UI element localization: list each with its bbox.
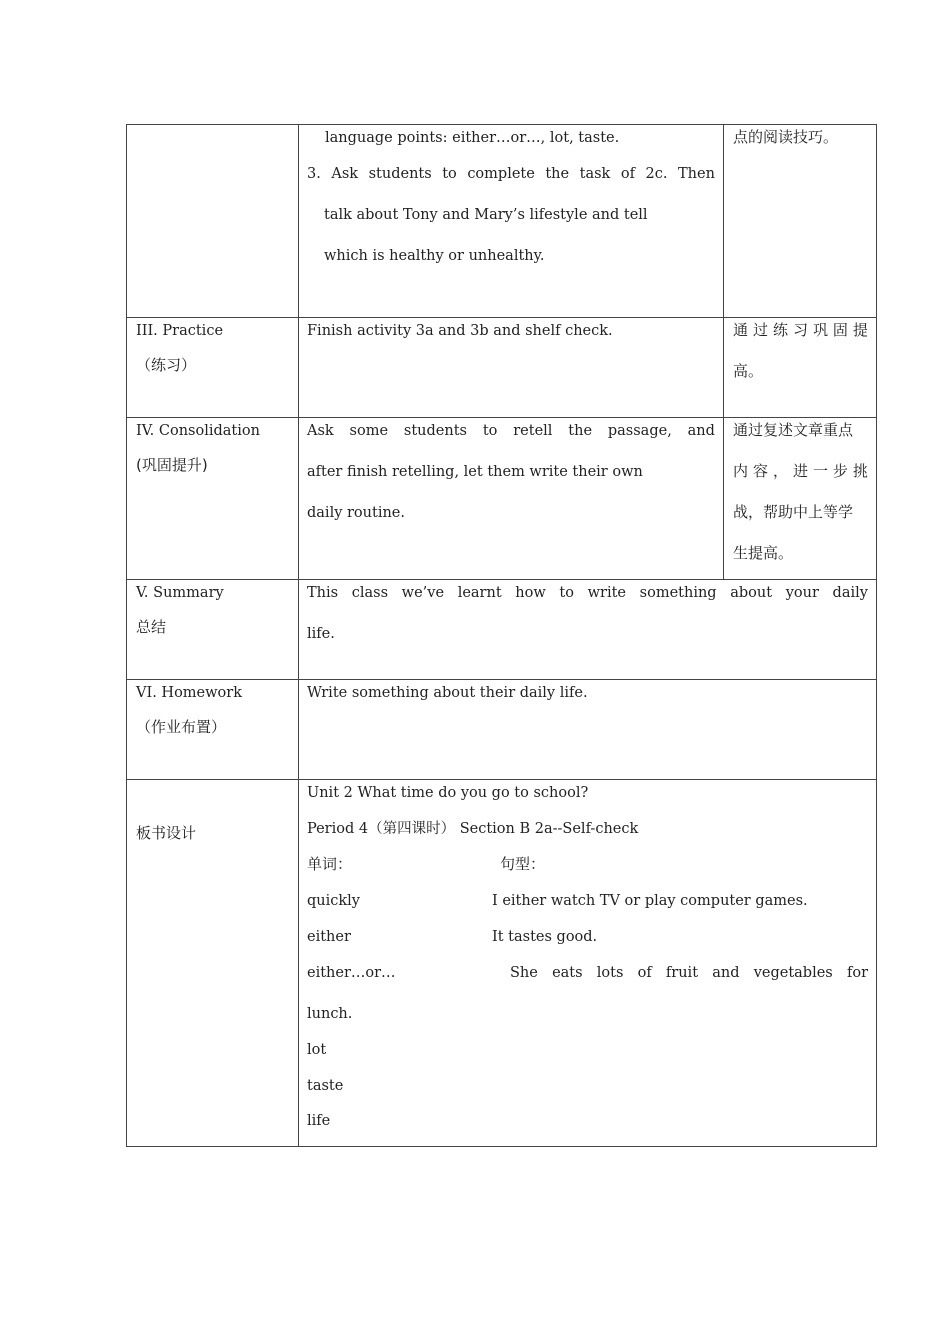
row-divider: [127, 579, 876, 580]
row3-content-line3: daily routine.: [307, 505, 405, 521]
row3-content-line1: Ask some students to retell the passage, and: [307, 423, 715, 439]
row2-stage-en: III. Practice: [136, 323, 224, 339]
row3-stage-en: IV. Consolidation: [136, 423, 260, 439]
row3-note-line2: 内 容 ， 进 一 步 挑: [733, 462, 868, 480]
row3-note-line4: 生提高。: [733, 544, 794, 562]
row-divider: [127, 317, 876, 318]
row4-stage-en: V. Summary: [136, 585, 224, 601]
row4-content-line2: life.: [307, 626, 335, 642]
column-divider: [723, 125, 724, 579]
row-divider: [127, 417, 876, 418]
board-word: lot: [307, 1042, 327, 1058]
board-sentence-3-cont: lunch.: [307, 1006, 353, 1022]
board-word: quickly: [307, 893, 360, 909]
row2-content: Finish activity 3a and 3b and shelf check.: [307, 323, 613, 339]
row-divider: [127, 679, 876, 680]
board-sentence-2: It tastes good.: [492, 929, 598, 945]
row3-stage-zh: (巩固提升): [136, 456, 208, 474]
board-word: either…or…: [307, 965, 396, 981]
row1-note: 点的阅读技巧。: [733, 128, 839, 146]
row3-content-line2: after finish retelling, let them write their own: [307, 464, 643, 480]
row1-content-line3: talk about Tony and Mary’s lifestyle and tell: [324, 207, 648, 223]
board-sentence-1: I either watch TV or play computer games.: [492, 893, 808, 909]
row4-stage-zh: 总结: [136, 618, 167, 636]
row2-stage-zh: （练习）: [136, 356, 197, 374]
row6-stage-zh: 板书设计: [136, 824, 197, 842]
board-word: life: [307, 1113, 331, 1129]
row3-note-line1: 通过复述文章重点: [733, 421, 854, 439]
row2-note-line1: 通 过 练 习 巩 固 提: [733, 321, 868, 339]
board-word: taste: [307, 1078, 344, 1094]
board-sentence-3: She eats lots of fruit and vegetables for: [510, 965, 868, 981]
row1-content-line1: language points: either…or…, lot, taste.: [325, 130, 620, 146]
board-sentences-label: 句型：: [500, 855, 546, 873]
lesson-plan-table: [126, 124, 877, 1147]
row5-content: Write something about their daily life.: [307, 685, 588, 701]
row-divider: [127, 779, 876, 780]
row1-content-line2: 3. Ask students to complete the task of 2c. Then: [307, 166, 715, 182]
board-word: either: [307, 929, 351, 945]
row1-content-line4: which is healthy or unhealthy.: [324, 248, 545, 264]
row5-stage-zh: （作业布置）: [136, 718, 227, 736]
board-title: Unit 2 What time do you go to school?: [307, 785, 589, 801]
row5-stage-en: VI. Homework: [136, 685, 242, 701]
board-words-label: 单词：: [307, 855, 353, 873]
column-divider: [298, 125, 299, 1146]
row2-note-line2: 高。: [733, 362, 764, 380]
row3-note-line3: 战，帮助中上等学: [733, 503, 854, 521]
board-period: Period 4（第四课时） Section B 2a--Self-check: [307, 821, 639, 837]
row4-content-line1: This class we’ve learnt how to write something about your daily: [307, 585, 868, 601]
